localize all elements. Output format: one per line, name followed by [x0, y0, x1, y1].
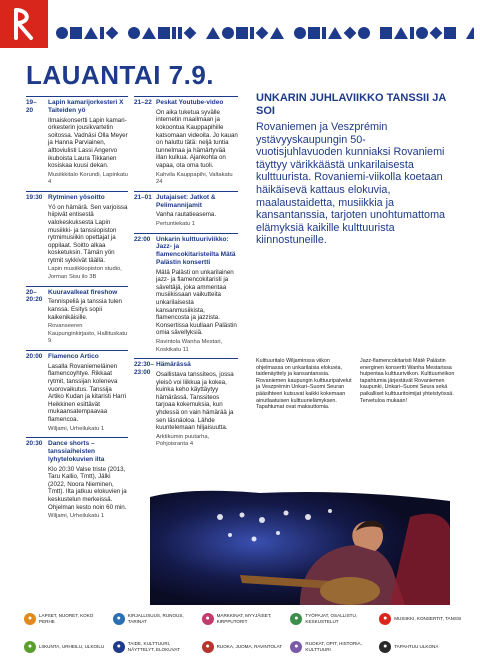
- event-time: 21–01: [134, 193, 152, 201]
- legend-label: LIIKUNTA, URHEILU, ULKOILU: [39, 644, 105, 650]
- pattern-shape: [294, 27, 306, 39]
- event-item[interactable]: [134, 191, 238, 229]
- event-description: Lasalla Rovaniemeläinen flamencoyhtye. Rikkaat rytmit, tanssijan koleneva vuorovaikutus. Tanssija Artiko Kudan ja kitaristi Harri Heikkinen esittävät mukaansatempaavaa flamencoa.: [48, 362, 127, 423]
- legend-item[interactable]: [379, 613, 464, 625]
- pattern-shape: [372, 27, 378, 39]
- pattern-shape: [444, 27, 456, 39]
- pattern-shape: [206, 27, 220, 39]
- event-time: 22:30– 23:00: [134, 361, 154, 376]
- pattern-shape: [172, 27, 176, 39]
- event-item[interactable]: [26, 350, 128, 433]
- page-title: LAUANTAI 7.9.: [26, 60, 215, 90]
- pattern-shape: [158, 27, 170, 39]
- event-time: 19– 20: [26, 99, 37, 114]
- pattern-shape: [344, 27, 357, 40]
- legend-item[interactable]: [24, 613, 109, 625]
- family-icon: ●: [24, 613, 36, 625]
- article-body: [256, 358, 456, 411]
- event-title: Flamenco Artico: [48, 353, 99, 361]
- events-column-2: [134, 96, 238, 453]
- legend-item[interactable]: [379, 641, 464, 653]
- pattern-shape: [184, 27, 197, 40]
- pattern-shape: [70, 27, 82, 39]
- outdoor-icon: ●: [379, 641, 391, 653]
- music-icon: ●: [379, 613, 391, 625]
- legend-label: TAIDE, KULTTUURI, NÄYTTELYT, ELOKUVAT: [127, 641, 180, 652]
- logo[interactable]: [0, 0, 48, 48]
- pattern-shape: [56, 27, 68, 39]
- pattern-shape: [458, 27, 464, 39]
- pattern-shape: [142, 27, 156, 39]
- header-bar: [0, 0, 480, 48]
- event-location: Lapin musiikkiopiston studio, Jorman Sisu ilo 3B: [48, 266, 122, 281]
- event-location: Wiljami, Urheilukatu 1: [48, 425, 105, 432]
- guitarist-photo: [150, 487, 450, 605]
- market-icon: ●: [202, 613, 214, 625]
- event-location: Musiikkitalo Korundi, Lapinkatu 4: [48, 171, 128, 186]
- legend-item[interactable]: [24, 641, 109, 653]
- event-time: 21–22: [134, 99, 152, 106]
- pattern-shape: [410, 27, 414, 39]
- event-description: Osallistava tanssiteos, jossa yleisö voi liikkua ja kokea, kuinka keho käyttäytyy hämärässä. Tanssiteos tarjoaa kokemuksia, kun yhdessä on vain hämärää ja sen läsnäoloa. Lähde kuuntelemaan hiljaisuutta.: [156, 371, 234, 432]
- event-title: Hämärässä: [156, 361, 191, 369]
- pattern-shape: [178, 27, 182, 39]
- event-title: Dance shorts – tanssiaiheisten lyhytelokuvien ilta: [48, 440, 105, 463]
- event-item[interactable]: [26, 191, 128, 282]
- event-description: Yö on hämärä. Sen varjoissa hiipivät entisestä valokeskuksesta Lapin musiikki- ja tanssiopiston rytmimusiikin opettajat ja oppilaat. Soitto alkaa kosketuksin. Tämän yön rytmit sykkivät täällä.: [48, 203, 128, 264]
- article-lead: Rovaniemen ja Veszprémin ystävyyskaupungin 50-vuotisjuhlavuoden kunniaksi Rovaniemi täyttyy värikkäästä unkarilaisesta kulttuurista. Rovaniemi-viikolla koetaan häikäisevä kattaus elokuvia, maalaustaidetta, musiikkia ja kansantanssia, tarjoten unohtumattoma elämyksiä kaikille kulttuurista kiinnostuneille.: [256, 121, 446, 247]
- category-legend: [24, 608, 464, 658]
- legend-label: KIRJALLISUUS, RUNOUS, TARINAT: [127, 613, 184, 624]
- event-location: Pertuntiekatu 1: [156, 220, 195, 227]
- event-description: Tennispeliä ja tanssia tulen kanssa. Esitys sopii kaikenikäisille.: [48, 298, 122, 321]
- event-time: 20:00: [26, 353, 43, 361]
- feature-article: [256, 92, 452, 247]
- legend-label: LAPSET, NUORET, KOKO PERHE: [39, 613, 94, 624]
- pattern-shape: [308, 27, 320, 39]
- sport-icon: ●: [24, 641, 36, 653]
- pattern-shape: [128, 27, 140, 39]
- event-location: Arktikumin puutarha, Pohjoisranta 4: [156, 433, 210, 448]
- pattern-shape: [358, 27, 370, 39]
- book-icon: ●: [113, 613, 125, 625]
- pattern-shape: [328, 27, 342, 39]
- event-description: Klo 20:30 Valse triste (2013, Taru Kallio, Tmtt), Jälki (2022, Noora Nieminen, Tmtt). Ilta jatkuu elokuvien ja keskustelun merkeissä. Ohjelman kesto noin 60 min.: [48, 465, 127, 511]
- pattern-shape: [286, 27, 292, 39]
- legend-item[interactable]: [290, 613, 375, 625]
- event-title: Unkarin kulttuuriviikko: Jazz- ja flamencokitaristeilta Mätä Palästin konsertti: [156, 235, 236, 266]
- pattern-shape: [416, 27, 428, 39]
- workshop-icon: ●: [290, 613, 302, 625]
- article-body-right: Jazz-flamencokitaristi Mátě Palästin energinen konsertti Wanha Mestarissa huipentaa kulttuuriviikon. Kulttuuriviikon tapahtumia järjestävät Rovaniemen kaupunki, Unkari–Suomi Seura sekä paikalliset kulttuuritoimijat yhteistyössä. Tervetuloa mukaan!: [360, 358, 455, 404]
- event-time: 22:00: [134, 235, 151, 243]
- legend-item[interactable]: [202, 613, 287, 625]
- event-description: On aika tuketua syvälle internetin maailmaan ja kokoontua Kauppapihille katsomaan videoita. Jo kauan on haluttu tätä: neljä tuntia tunnelmaa ja hämärtyvää illan kulkua. Ajankohta on vapaa, ota oma tuoli.: [156, 108, 238, 169]
- event-time: 20:30: [26, 440, 43, 448]
- event-description: Ilmaiskonsertti Lapin kamari-orkesterin jousikvartetin soitossa. Vadnäsi Olla Meyer ja Hanna Parviainen, alttoviulisti Lassi Angervo ikuboista Laura Tikkanen kosiskaa kuusi dekan.: [48, 116, 128, 170]
- event-title: Peskat Youtube-video: [156, 99, 224, 106]
- event-location: Kahvila Kauppapihi, Valtakatu 24: [156, 171, 233, 186]
- pattern-shape: [250, 27, 254, 39]
- pattern-shape: [256, 27, 269, 40]
- pattern-shape: [322, 27, 326, 39]
- pattern-shape: [270, 27, 284, 39]
- event-description: Mätä Palästi on unkarilainen jazz- ja flamencokitaristi ja säveltäjä, joka ammentaa musiikissaan vaikutteita unkarilaisesta kansanmusiikista, flamencosta ja jazzista. Konsertissa kuullaan Palästin omia sävellyksiä.: [156, 268, 237, 337]
- legend-label: MUSIIKKI, KONSERTIT, TANSSI: [394, 616, 462, 622]
- event-item[interactable]: [134, 233, 238, 355]
- event-title: Jutajaiset: Jatkot & Pelimannijamit: [156, 193, 216, 209]
- legend-label: RUOKA, JUOMA, RAVINTOLAT: [216, 644, 283, 650]
- event-location: Wiljami, Urheilukatu 1: [48, 513, 105, 520]
- pattern-shape: [430, 27, 443, 40]
- legend-item[interactable]: [202, 641, 287, 653]
- logo-r-icon: [9, 6, 39, 42]
- event-title: Kuuravalkeat fireshow: [48, 288, 118, 296]
- event-location: Ravintola Wanha Mestari, Koskikatu 11: [156, 339, 223, 353]
- legend-label: RUOKAT, OPIT, HISTORIA, KULTTUURI: [305, 641, 362, 652]
- article-body-left: Kulttuuritalo Wiljaminssa viikon ohjelmassa on unkarilaisia elokuvia, taidenäyttely ja kansantanssia. Rovaniemen kaupungin kulttuuripalvelut ja Veszprémin Unkari–Suomi Seuran pääsihteeri kutsuvat kaikki kokemaan ainutlaatuisen kulttuurielämyksen. Tapahtumat ovat maksuttomia.: [256, 358, 352, 411]
- guitarist-photo-illustration: [150, 487, 450, 605]
- article-heading: UNKARIN JUHLAVIIKKO TANSSII JA SOI: [256, 92, 446, 117]
- legend-label: TYÖPAJAT, OSALLISTU, KESKUSTELUT: [305, 613, 358, 624]
- legend-label: TAPAHTUU ULKONA: [394, 644, 439, 650]
- pattern-shape: [466, 27, 474, 39]
- legend-label: MARKKINAT, MYYJÄISET, KIRPPUTORIT: [216, 613, 272, 624]
- event-time: 20– 20:20: [26, 288, 43, 304]
- pattern-shape: [120, 27, 126, 39]
- legend-item[interactable]: [290, 641, 375, 653]
- event-title: Lapin kamarijorkesteri X Taiteiden yö: [48, 99, 124, 114]
- pattern-shape: [106, 27, 119, 40]
- art-icon: ●: [113, 641, 125, 653]
- event-item[interactable]: [134, 358, 238, 449]
- pattern-shape: [198, 27, 204, 39]
- event-description: Vanha rautatieasema.: [156, 211, 217, 219]
- event-item[interactable]: [134, 96, 238, 187]
- event-item[interactable]: [26, 96, 128, 187]
- decorative-pattern: [56, 26, 474, 40]
- legend-item[interactable]: [113, 613, 198, 625]
- history-icon: ●: [290, 641, 302, 653]
- event-item[interactable]: [26, 437, 128, 521]
- pattern-shape: [236, 27, 248, 39]
- pattern-shape: [100, 27, 104, 39]
- event-item[interactable]: [26, 286, 128, 346]
- pattern-shape: [394, 27, 408, 39]
- food-icon: ●: [202, 641, 214, 653]
- pattern-shape: [380, 27, 392, 39]
- pattern-shape: [222, 27, 234, 39]
- pattern-shape: [84, 27, 98, 39]
- event-location: Rovanseeren Kaupunginkirjasto, Hallituskatu 9: [48, 323, 128, 345]
- events-column-1: [26, 96, 128, 525]
- event-title: Rytminen yösoitto: [48, 193, 105, 201]
- legend-item[interactable]: [113, 641, 198, 653]
- event-time: 19:30: [26, 193, 43, 201]
